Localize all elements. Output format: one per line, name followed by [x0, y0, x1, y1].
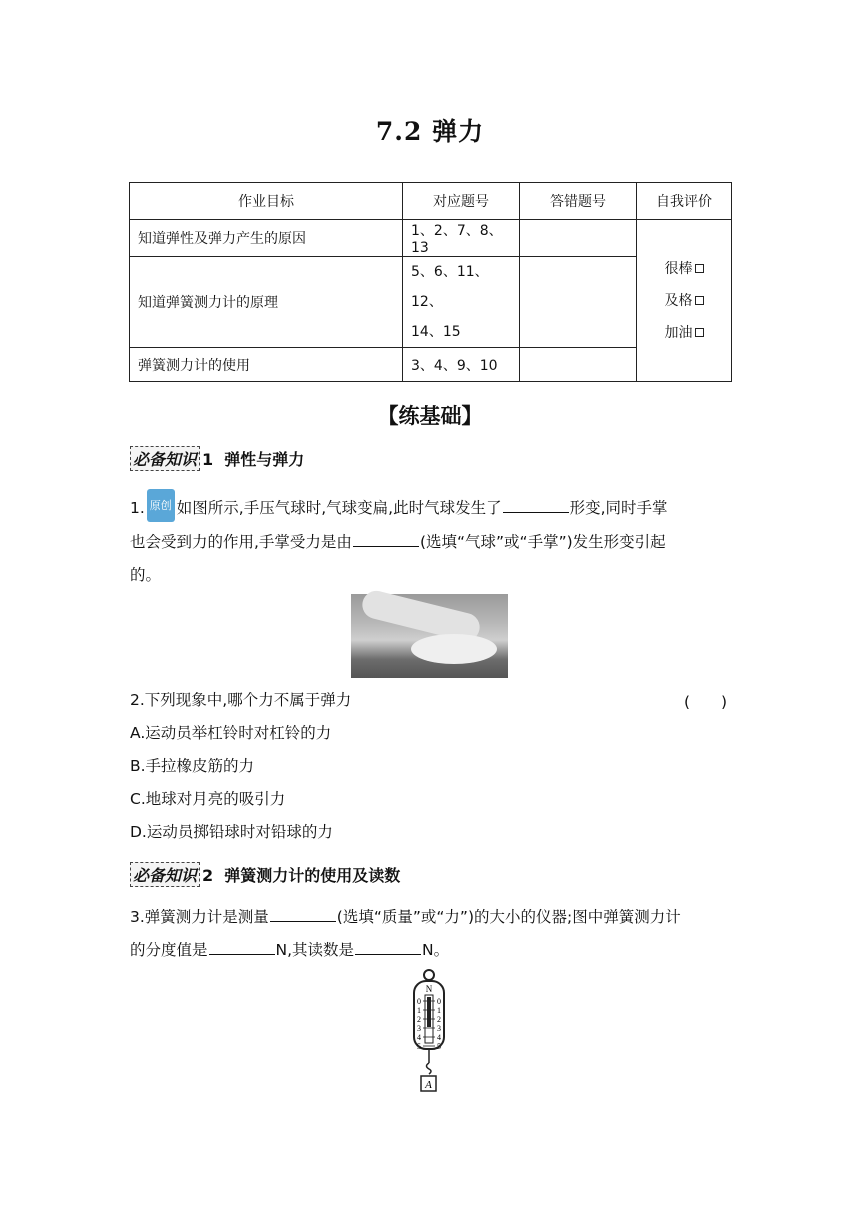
answer-blank[interactable] — [270, 907, 336, 922]
numbers-line: 5、6、11、12、 — [411, 264, 489, 310]
knowledge-point-1 — [130, 446, 304, 471]
numbers-cell: 1、2、7、8、13 — [403, 220, 520, 257]
page-title: 7.2 弹力 — [375, 117, 485, 146]
hand-press-balloon-image — [351, 594, 508, 678]
wrong-numbers-cell[interactable] — [520, 220, 637, 257]
hook-ring — [424, 970, 434, 980]
q-text: 形变,同时手掌 — [569, 499, 668, 517]
q-text: 的分度值是 — [130, 941, 208, 959]
q-text: 2.下列现象中,哪个力不属于弹力 — [130, 691, 352, 709]
numbers-cell — [403, 257, 520, 348]
q-text: 如图所示,手压气球时,气球变扁,此时气球发生了 — [176, 499, 502, 517]
homework-goals-table — [129, 182, 732, 382]
eval-option-cheer[interactable]: 加油 — [645, 317, 723, 349]
scale-number-right: 5 — [437, 1042, 441, 1051]
kp-number: 2 — [202, 866, 214, 885]
kp-title: 弹簧测力计的使用及读数 — [224, 866, 401, 885]
self-evaluation-cell — [637, 220, 732, 382]
answer-blank[interactable] — [209, 940, 275, 955]
question-1 — [130, 492, 730, 592]
option-c[interactable]: C.地球对月亮的吸引力 — [130, 790, 286, 808]
q-text: N,其读数是 — [275, 941, 355, 959]
scale-number-left: 4 — [417, 1033, 421, 1042]
knowledge-badge: 必备知识 — [130, 862, 200, 887]
table-header-row — [130, 183, 732, 220]
original-icon: 原创 — [147, 489, 175, 522]
q-text: (选填“质量”或“力”)的大小的仪器;图中弹簧测力计 — [336, 908, 681, 926]
header-wrong-numbers: 答错题号 — [520, 183, 637, 220]
checkbox-icon[interactable] — [695, 264, 704, 273]
answer-blank[interactable] — [355, 940, 421, 955]
scale-number-right: 0 — [437, 997, 441, 1006]
goal-cell: 知道弹簧测力计的原理 — [130, 257, 403, 348]
unit-label: N — [425, 984, 433, 994]
checkbox-icon[interactable] — [695, 328, 704, 337]
scale-number-right: 2 — [437, 1015, 441, 1024]
scale-number-left: 0 — [417, 997, 421, 1006]
kp-number: 1 — [202, 450, 214, 469]
scale-number-right: 1 — [437, 1006, 441, 1015]
header-goal: 作业目标 — [130, 183, 403, 220]
q-text: N。 — [422, 941, 450, 959]
q-number: 1. — [130, 499, 145, 517]
hook-icon — [427, 1063, 432, 1074]
option-a[interactable]: A.运动员举杠铃时对杠铃的力 — [130, 724, 332, 742]
eval-option-pass[interactable]: 及格 — [645, 285, 723, 317]
section-title: 【练基础】 — [377, 403, 483, 428]
scale-number-left: 5 — [417, 1042, 421, 1051]
q-text: (选填“气球”或“手掌”)发生形变引起 — [419, 533, 666, 551]
balloon-shape — [411, 634, 497, 664]
q-text: 的。 — [130, 566, 162, 584]
knowledge-point-2 — [130, 862, 400, 887]
checkbox-icon[interactable] — [695, 296, 704, 305]
answer-blank[interactable] — [503, 498, 569, 513]
numbers-cell: 3、4、9、10 — [403, 348, 520, 382]
q-text: 也会受到力的作用,手掌受力是由 — [130, 533, 352, 551]
scale-number-left: 1 — [417, 1006, 421, 1015]
option-b[interactable]: B.手拉橡皮筋的力 — [130, 757, 255, 775]
knowledge-badge: 必备知识 — [130, 446, 200, 471]
spring-scale-figure — [408, 968, 454, 1096]
wrong-numbers-cell[interactable] — [520, 348, 637, 382]
goal-cell: 知道弹性及弹力产生的原因 — [130, 220, 403, 257]
header-self-evaluation: 自我评价 — [637, 183, 732, 220]
goal-cell: 弹簧测力计的使用 — [130, 348, 403, 382]
answer-blank[interactable] — [353, 532, 419, 547]
numbers-line: 14、15 — [411, 324, 461, 340]
answer-parenthesis[interactable]: ( ) — [684, 693, 728, 711]
weight-label: A — [425, 1079, 432, 1091]
option-d[interactable]: D.运动员掷铅球时对铅球的力 — [130, 823, 333, 841]
scale-number-right: 4 — [437, 1033, 441, 1042]
wrong-numbers-cell[interactable] — [520, 257, 637, 348]
question-3 — [130, 901, 730, 967]
eval-option-great[interactable]: 很棒 — [645, 253, 723, 285]
scale-number-left: 2 — [417, 1015, 421, 1024]
scale-number-right: 3 — [437, 1024, 441, 1033]
q-text: 3.弹簧测力计是测量 — [130, 908, 269, 926]
header-question-numbers: 对应题号 — [403, 183, 520, 220]
question-2 — [130, 684, 730, 849]
spring-indicator — [427, 997, 431, 1027]
table-row — [130, 220, 732, 257]
kp-title: 弹性与弹力 — [224, 450, 305, 469]
scale-number-left: 3 — [417, 1024, 421, 1033]
